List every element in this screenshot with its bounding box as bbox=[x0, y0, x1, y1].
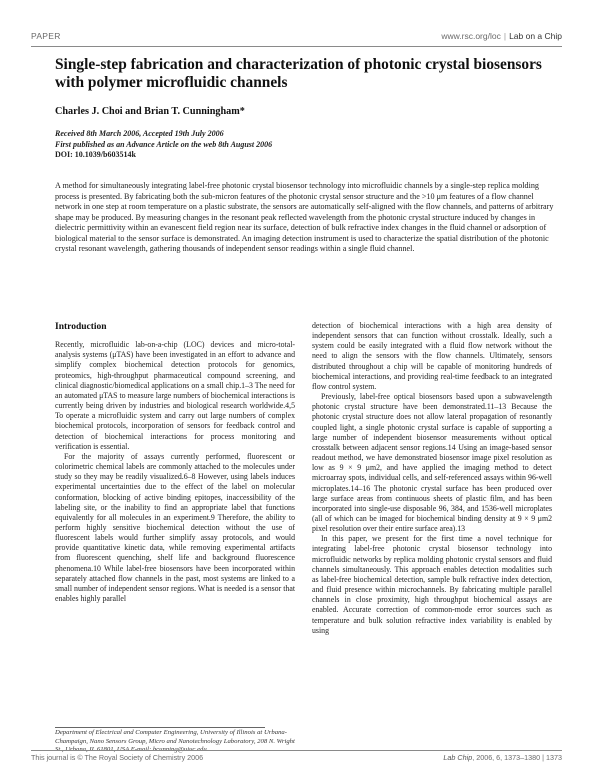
doi[interactable]: DOI: 10.1039/b603514k bbox=[55, 150, 136, 159]
affiliation-footnote: Department of Electrical and Computer Engineering, University of Illinois at Urbana-Champaign, Nano Sensors Group, Micro and Nanotechnology Laboratory, 208 N. Wright St., Urbana, IL 61801, USA E-mail: bcunning@uiuc.edu bbox=[55, 729, 295, 754]
journal-url[interactable]: www.rsc.org/loc bbox=[441, 31, 501, 41]
abstract: A method for simultaneously integrating label-free photonic crystal biosensor technology into microfluidic channels by a single-step replica molding process is presented. By fabricating both the sub-micron features of the photonic crystal sensor structure and the >10 μm features of a flow channel network in one step at room temperature on a plastic substrate, the sensors are automatically self-aligned with the flow channels, and patterns of arbitrary shape may be produced. By measuring changes in the resonant peak reflected wavelength from the photonic crystal structure induced by changes in dielectric permittivity within an evanescent field region near its surface, detection of bulk refractive index changes in the fluid channel or adsorption of biological material to the sensor surface is demonstrated. An imaging detection instrument is used to characterize the spatial distribution of the photonic crystal resonant wavelength, gathering thousands of independent sensor readings within a single fluid channel. bbox=[55, 181, 554, 253]
citation bbox=[443, 753, 562, 762]
intro-paragraph-1: Recently, microfluidic lab-on-a-chip (LOC) devices and micro-total-analysis systems (μTAS) have been investigated in an effort to advance and simplify complex biochemical detection protocols for genomics, proteomics, high-throughput pharmaceutical compound screening, and clinical diagnostic/biomedical applications on a small chip.1–3 The need for an automated μTAS to measure large numbers of biochemical interactions is currently being driven by industries and biological research worldwide.4,5 To operate a microfluidic system and carry out large numbers of complex biochemical protocols, incorporation of sensors for feedback control and detection of biochemical interactions for process monitoring and verification is essential. bbox=[55, 340, 295, 451]
journal-abbrev: Lab Chip bbox=[443, 753, 473, 762]
intro-paragraph-5: In this paper, we present for the first time a novel technique for integrating label-free photonic crystal biosensor technology into microfluidic networks by replica molding photonic crystal sensors and fluid channels simultaneously. This approach enables detection modalities such as label-free biochemical detection, sample bulk refractive index detection, and fluid presence within microchannels. By fabricating multiple parallel channels in close proximity, high throughput biochemical assays are enabled. Accurate correction of common-mode error sources such as temperature and bulk solution refractive index variability is enabled by using bbox=[312, 534, 552, 635]
footnote-rule bbox=[55, 727, 265, 728]
header-separator: | bbox=[503, 31, 507, 41]
section-label: PAPER bbox=[31, 31, 61, 41]
journal-header bbox=[441, 31, 562, 41]
intro-paragraph-3: detection of biochemical interactions with a high area density of independent sensors that can function without crosstalk. Ideally, such a system could be easily integrated with a fluid flow network without the need to align the sensors with the flow channels. Ultimately, sensors distributed throughout a chip will be capable of monitoring hundreds of biochemical interactions, and providing real-time feedback to an integrated flow control system. bbox=[312, 321, 552, 391]
published-date: First published as an Advance Article on the web 8th August 2006 bbox=[55, 139, 273, 149]
intro-paragraph-4: Previously, label-free optical biosensors based upon a subwavelength photonic crystal structure have been demonstrated.11–13 Because the photonic crystal structure does not allow lateral propagation of resonantly coupled light, a single photonic crystal surface is capable of supporting a large number of independent biosensor measurements without optical crosstalk between adjacent sensor regions.14 Using an image-based sensor readout method, we have demonstrated biosensor image pixel resolution as low as 9 × 9 μm2, and have applied the imaging method to detect microarray spots, individual cells, and self-referenced assays within 96-well microplates.14–16 The photonic crystal surface has been produced over large surface areas from continuous sheets of plastic film, and has been incorporated into single-use disposable 96, 384, and 1536-well microplates (all of which can be imaged for biochemical binding density at 9 × 9 μm2 pixel resolution over their entire surface area).13 bbox=[312, 392, 552, 534]
journal-name: Lab on a Chip bbox=[509, 31, 562, 41]
article-dates bbox=[55, 129, 272, 161]
introduction-heading: Introduction bbox=[55, 322, 107, 332]
article-title: Single-step fabrication and characterization of photonic crystal biosensors with polymer microfluidic channels bbox=[55, 56, 542, 91]
right-column bbox=[312, 321, 552, 636]
page-header bbox=[31, 31, 562, 47]
footer-rule bbox=[31, 750, 562, 751]
citation-details: , 2006, 6, 1373–1380 | 1373 bbox=[472, 753, 562, 762]
copyright-notice: This journal is © The Royal Society of Chemistry 2006 bbox=[31, 753, 204, 762]
article-authors: Charles J. Choi and Brian T. Cunningham* bbox=[55, 106, 245, 117]
header-rule bbox=[31, 46, 562, 47]
left-column bbox=[55, 322, 295, 604]
received-date: Received 8th March 2006, Accepted 19th July 2006 bbox=[55, 129, 224, 138]
intro-paragraph-2: For the majority of assays currently performed, fluorescent or colorimetric chemical labels are commonly attached to the molecules under study so they may be readily visualized.6–8 However, using labels induces experimental uncertainties due to the effect of the label on molecular conformation, blocking of active binding epitopes, inaccessibility of the labeling site, or the inability to find an appropriate label that functions equivalently for all molecules in an experiment.9 Therefore, the ability to perform highly sensitive biochemical detection without the use of fluorescent labels would further simplify assay protocols, and would provide quantitative kinetic data, while removing experimental artifacts from fluorescent quenching, shelf life and background fluorescence phenomena.10 While label-free biosensors have been incorporated within separately attached flow channels in the past, most systems are linked to a small number of independent sensor regions. What is needed is a sensor that enables highly parallel bbox=[55, 451, 295, 604]
